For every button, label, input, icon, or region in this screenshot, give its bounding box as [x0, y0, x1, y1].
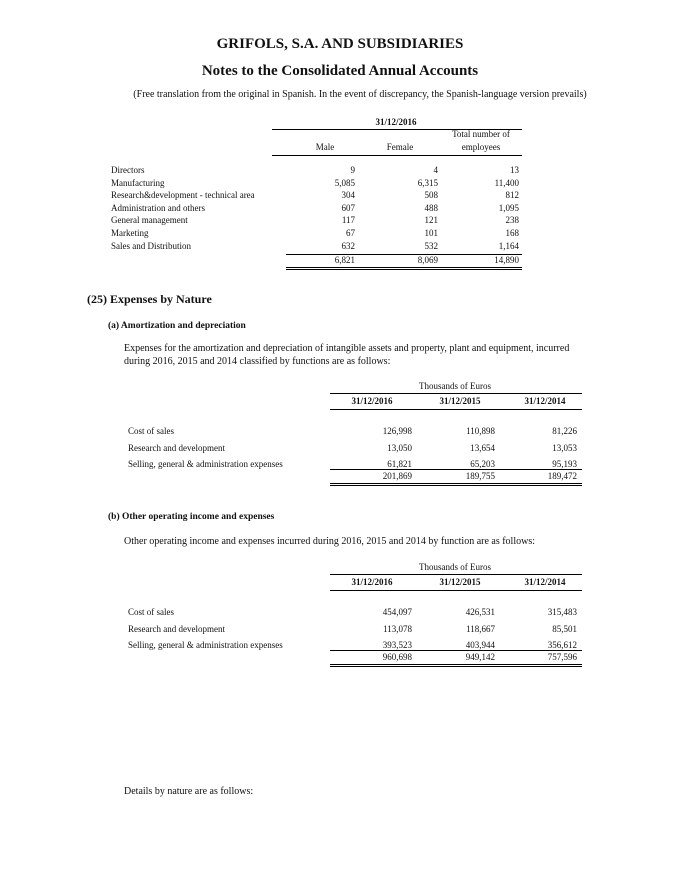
table-a-total-2014: 189,472 [547, 471, 577, 481]
table-b-col-2014: 31/12/2014 [524, 577, 566, 587]
table-a-total-rule-b1 [330, 483, 582, 484]
table-a-row-2014: 95,193 [552, 459, 577, 469]
document-title: Notes to the Consolidated Annual Accounts [201, 63, 479, 79]
table-a-units-rule [330, 393, 582, 394]
table-b-total-2014: 757,596 [547, 652, 577, 662]
table-a-row-2014: 13,053 [552, 442, 577, 453]
total-rule-bottom-2 [286, 269, 522, 270]
total-employees: 14,890 [494, 255, 519, 265]
table-a-total-2015: 189,755 [465, 471, 495, 481]
col-male: Male [315, 142, 335, 152]
table-a-col-2016: 31/12/2016 [351, 396, 393, 406]
table-b-total-rule-top [330, 650, 582, 651]
subsection-a-para-line2: during 2016, 2015 and 2014 classified by functions are as follows: [124, 356, 391, 367]
table-b-row-2014: 315,483 [547, 607, 577, 617]
col-female: Female [386, 142, 414, 152]
table-a-total-rule-b2 [330, 485, 582, 486]
table-b-total-rule-b2 [330, 666, 582, 667]
employee-row-label: Marketing [111, 228, 149, 238]
subsection-b-para: Other operating income and expenses incurred during 2016, 2015 and 2014 by function are as follows: [124, 536, 536, 547]
table-a-units: Thousands of Euros [419, 381, 491, 391]
employee-row-label: Sales and Distribution [111, 240, 191, 251]
employees-period: 31/12/2016 [375, 117, 417, 127]
employee-row-total: 1,095 [498, 202, 519, 213]
employee-row-total: 168 [505, 228, 519, 238]
employee-row-male: 9 [350, 165, 355, 175]
table-b-units: Thousands of Euros [419, 562, 491, 572]
employee-row-total: 812 [505, 190, 519, 201]
employee-row-male: 632 [341, 240, 355, 251]
table-b-row-label: Research and development [128, 623, 225, 634]
table-a-col-2014: 31/12/2014 [524, 396, 566, 406]
employee-row-label: General management [111, 215, 188, 226]
table-b-total-rule-b1 [330, 664, 582, 665]
subsection-a-heading: (a) Amortization and depreciation [108, 321, 246, 331]
table-a-total-2016: 201,869 [382, 471, 412, 481]
employee-row-total: 11,400 [494, 177, 519, 188]
table-a-row-label: Cost of sales [128, 426, 174, 436]
translation-note: (Free translation from the original in Spanish. In the event of discrepancy, the Spanish-language version prevails) [133, 89, 587, 100]
employee-row-female: 6,315 [417, 177, 438, 188]
table-a-header-rule [330, 409, 582, 410]
table-a-row-2016: 61,821 [387, 459, 412, 469]
table-a-row-2015: 65,203 [470, 459, 495, 469]
employee-row-label: Directors [111, 165, 145, 175]
table-b-row-2015: 426,531 [465, 607, 495, 617]
table-b-header-rule [330, 590, 582, 591]
employee-row-total: 238 [505, 215, 519, 226]
section-heading: (25) Expenses by Nature [87, 292, 212, 306]
table-b-row-2016: 113,078 [383, 623, 412, 634]
total-rule-bottom-1 [286, 267, 522, 268]
table-a-row-2014: 81,226 [552, 426, 577, 436]
table-a-row-2015: 110,898 [466, 426, 495, 436]
employee-row-male: 607 [341, 202, 355, 213]
table-b-row-label: Selling, general & administration expenses [128, 640, 283, 650]
table-a-row-2015: 13,654 [470, 442, 495, 453]
table-b-row-label: Cost of sales [128, 607, 174, 617]
employee-row-male: 5,085 [334, 177, 355, 188]
employee-row-female: 508 [424, 190, 438, 201]
total-male: 6,821 [334, 255, 355, 265]
table-b-col-2016: 31/12/2016 [351, 577, 393, 587]
employee-row-female: 532 [424, 240, 438, 251]
table-a-row-label: Research and development [128, 442, 225, 453]
table-a-row-label: Selling, general & administration expenses [128, 459, 283, 469]
table-b-total-2016: 960,698 [382, 652, 412, 662]
table-b-row-2015: 403,944 [465, 640, 495, 650]
total-female: 8,069 [417, 255, 438, 265]
employee-row-female: 488 [424, 202, 438, 213]
col-total-line1: Total number of [452, 129, 510, 139]
company-title: GRIFOLS, S.A. AND SUBSIDIARIES [216, 36, 464, 52]
table-a-col-2015: 31/12/2015 [439, 396, 481, 406]
header-rule-bottom [272, 155, 522, 156]
table-a-row-2016: 126,998 [382, 426, 412, 436]
table-b-total-2015: 949,142 [465, 652, 495, 662]
table-a-total-rule-top [330, 469, 582, 470]
details-by-nature-text: Details by nature are as follows: [124, 786, 254, 797]
subsection-b-heading: (b) Other operating income and expenses [108, 512, 275, 522]
employee-row-female: 121 [424, 215, 438, 226]
col-total-line2: employees [461, 142, 501, 152]
employee-row-female: 4 [433, 165, 438, 175]
table-b-row-2014: 356,612 [547, 640, 577, 650]
subsection-a-para-line1: Expenses for the amortization and depreciation of intangible assets and property, plant and equipment, incurred [124, 343, 570, 354]
table-b-row-2016: 393,523 [382, 640, 412, 650]
employee-row-male: 117 [341, 215, 355, 226]
employee-row-total: 1,164 [498, 240, 519, 251]
table-b-row-2014: 85,501 [552, 623, 577, 634]
employee-row-total: 13 [510, 165, 519, 175]
table-b-row-2016: 454,097 [382, 607, 412, 617]
table-b-units-rule [330, 574, 582, 575]
employee-row-label: Administration and others [111, 202, 205, 213]
employee-row-male: 67 [346, 228, 355, 238]
table-b-row-2015: 118,667 [466, 623, 495, 634]
employee-row-male: 304 [341, 190, 355, 201]
employee-row-label: Research&development - technical area [111, 190, 255, 201]
table-a-row-2016: 13,050 [387, 442, 412, 453]
employee-row-label: Manufacturing [111, 177, 165, 188]
employee-row-female: 101 [424, 228, 438, 238]
table-b-col-2015: 31/12/2015 [439, 577, 481, 587]
